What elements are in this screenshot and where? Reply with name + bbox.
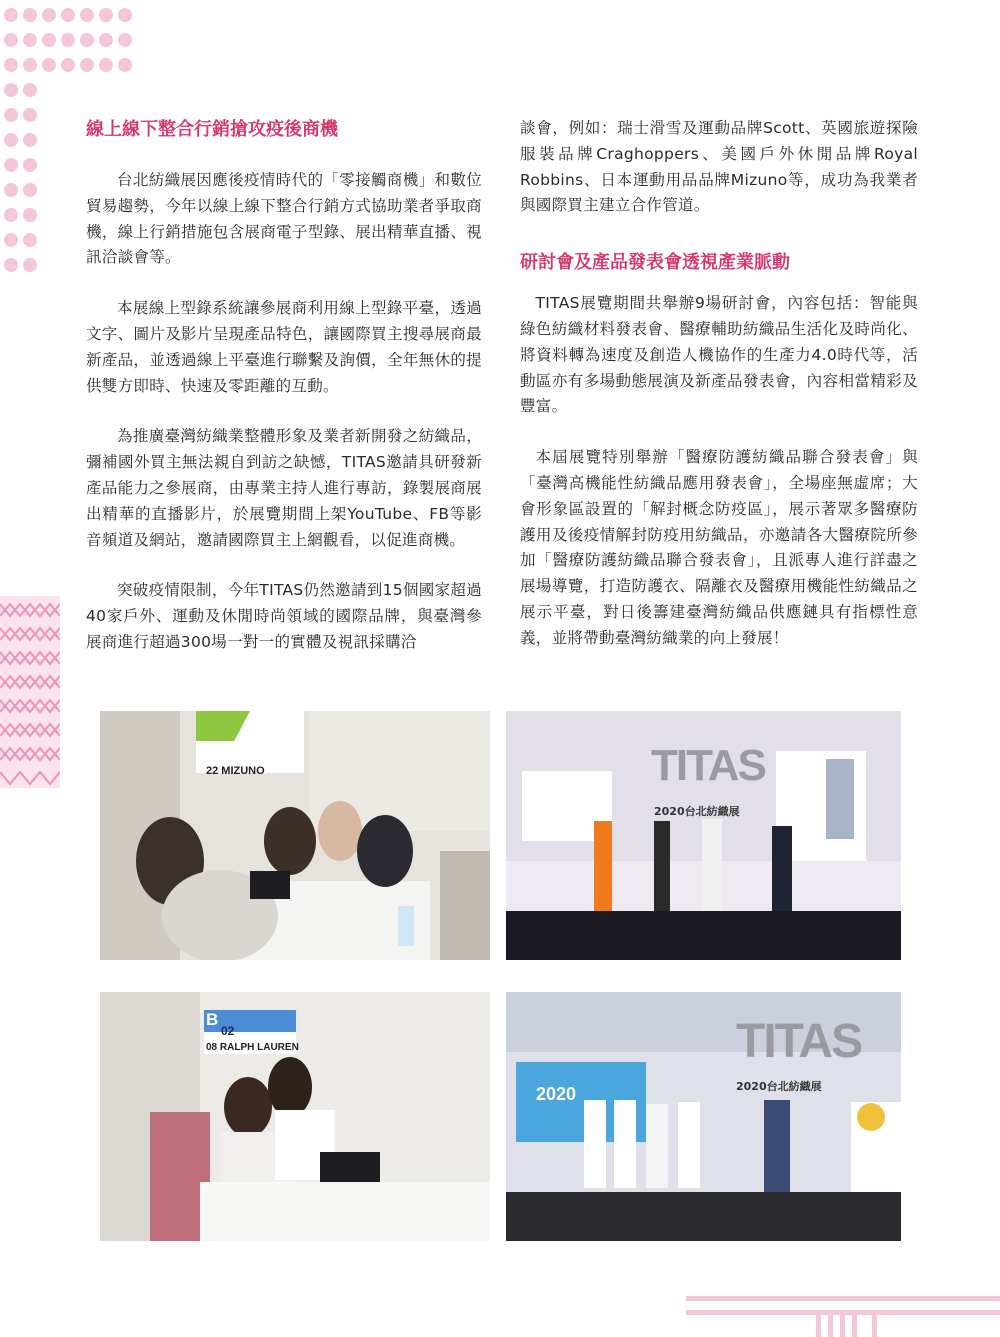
paragraph: 台北紡織展因應後疫情時代的「零接觸商機」和數位貿易趨勢，今年以線上線下整合行銷方式協助業者爭取商機，線上行銷措施包含展商電子型錄、展出精華直播、視訊洽談會等。 bbox=[86, 171, 482, 267]
decorative-dot bbox=[23, 233, 37, 247]
booth-letter: A bbox=[206, 741, 217, 758]
decorative-dot bbox=[4, 58, 18, 72]
photo-titas-protective-wear bbox=[506, 992, 901, 1241]
booth-brand-label: 08 RALPH LAUREN bbox=[206, 1042, 299, 1053]
decorative-dot bbox=[23, 83, 37, 97]
decorative-dot bbox=[80, 8, 94, 22]
photo-titas-stage-show bbox=[506, 711, 901, 960]
decorative-dot bbox=[42, 33, 56, 47]
decorative-dot bbox=[23, 58, 37, 72]
decorative-dot bbox=[23, 208, 37, 222]
section-heading-online-offline: 線上線下整合行銷搶攻疫後商機 bbox=[86, 119, 338, 140]
decorative-dot bbox=[80, 33, 94, 47]
decorative-dot bbox=[4, 33, 18, 47]
decorative-dot bbox=[42, 8, 56, 22]
decorative-dot bbox=[4, 158, 18, 172]
decorative-dot bbox=[23, 108, 37, 122]
paragraph: 突破疫情限制，今年TITAS仍然邀請到15個國家超過40家戶外、運動及休閒時尚領域的國際品牌，與臺灣參展商進行超過300場一對一的實體及視訊採購洽 bbox=[86, 581, 482, 651]
left-column bbox=[86, 116, 482, 656]
decorative-dot bbox=[23, 183, 37, 197]
stage-subtitle: 2020台北紡織展 bbox=[654, 805, 740, 818]
booth-number: 05 bbox=[220, 743, 235, 758]
booth-number: 02 bbox=[221, 1024, 235, 1038]
decorative-zigzag-pattern bbox=[0, 596, 60, 788]
decorative-dot bbox=[61, 8, 75, 22]
decorative-dot bbox=[23, 133, 37, 147]
decorative-dot bbox=[4, 133, 18, 147]
decorative-dot bbox=[4, 233, 18, 247]
decorative-dot bbox=[99, 58, 113, 72]
right-column bbox=[520, 116, 918, 652]
decorative-dot bbox=[4, 108, 18, 122]
titas-logo: TITAS bbox=[736, 1015, 862, 1068]
decorative-dot bbox=[118, 58, 132, 72]
decorative-dot bbox=[4, 8, 18, 22]
decorative-dot bbox=[118, 33, 132, 47]
paragraph: 為推廣臺灣紡織業整體形象及業者新開發之紡織品，彌補國外買主無法親自到訪之缺憾，TITAS邀請具研發新產品能力之參展商，由專業主持人進行專訪，錄製展商展出精華的直播影片，於展覽期間上架YouTube、FB等影音頻道及網站，邀請國際買主上網觀看，以促進商機。 bbox=[86, 427, 482, 549]
paragraph: 本展線上型錄系統讓參展商利用線上型錄平臺，透過文字、圖片及影片呈現產品特色，讓國際買主搜尋展商最新產品，並透過線上平臺進行聯繫及詢價，全年無休的提供雙方即時、快速及零距離的互動。 bbox=[86, 299, 482, 395]
booth-brand-label: 22 MIZUNO bbox=[206, 765, 265, 777]
decorative-dot bbox=[4, 208, 18, 222]
decorative-dot bbox=[4, 183, 18, 197]
decorative-dot bbox=[99, 33, 113, 47]
paragraph: 本屆展覽特別舉辦「醫療防護紡織品聯合發表會」與「臺灣高機能性紡織品應用發表會」，全場座無虛席；大會形象區設置的「解封概念防疫區」，展示著眾多醫療防護用及後疫情解封防疫用紡織品，亦邀請各大醫療院所參加「醫療防護紡織品聯合發表會」，且派專人進行詳盡之展場導覽，打造防護衣、隔離衣及醫療用機能性紡織品之展示平臺，對日後籌建臺灣紡織品供應鏈具有指標性意義，並將帶動臺灣紡織業的向上發展！ bbox=[520, 448, 918, 647]
screen-year: 2020 bbox=[536, 1084, 577, 1104]
photo-ralph-lauren-booth bbox=[100, 992, 490, 1241]
decorative-dot bbox=[61, 58, 75, 72]
section-heading-seminars: 研討會及產品發表會透視產業脈動 bbox=[520, 252, 790, 274]
paragraph-continued: 談會，例如：瑞士滑雪及運動品牌Scott、英國旅遊探險服裝品牌Craghoppers、美國戶外休閒品牌Royal Robbins、日本運動用品品牌Mizuno等，成功為我業者與國際買主建立合作管道。 bbox=[520, 119, 918, 215]
paragraph: TITAS展覽期間共舉辦9場研討會，內容包括：智能與綠色紡織材料發表會、醫療輔助紡織品生活化及時尚化、將資料轉為速度及創造人機協作的生產力4.0時代等，活動區亦有多場動態展演及新產品發表會，內容相當精彩及豐富。 bbox=[520, 294, 918, 416]
decorative-dot bbox=[23, 258, 37, 272]
decorative-dot bbox=[23, 33, 37, 47]
booth-letter: B bbox=[206, 1010, 219, 1029]
decorative-dot bbox=[118, 8, 132, 22]
decorative-dot bbox=[99, 8, 113, 22]
decorative-dot bbox=[23, 8, 37, 22]
titas-logo: TITAS bbox=[651, 741, 765, 790]
decorative-lines bbox=[686, 1296, 1000, 1337]
decorative-dot bbox=[23, 158, 37, 172]
decorative-dot bbox=[4, 258, 18, 272]
decorative-dot bbox=[4, 83, 18, 97]
photo-mizuno-booth-meeting bbox=[100, 711, 490, 960]
stage-subtitle: 2020台北紡織展 bbox=[736, 1080, 822, 1093]
decorative-dot bbox=[61, 33, 75, 47]
decorative-dot bbox=[42, 58, 56, 72]
decorative-dot bbox=[80, 58, 94, 72]
